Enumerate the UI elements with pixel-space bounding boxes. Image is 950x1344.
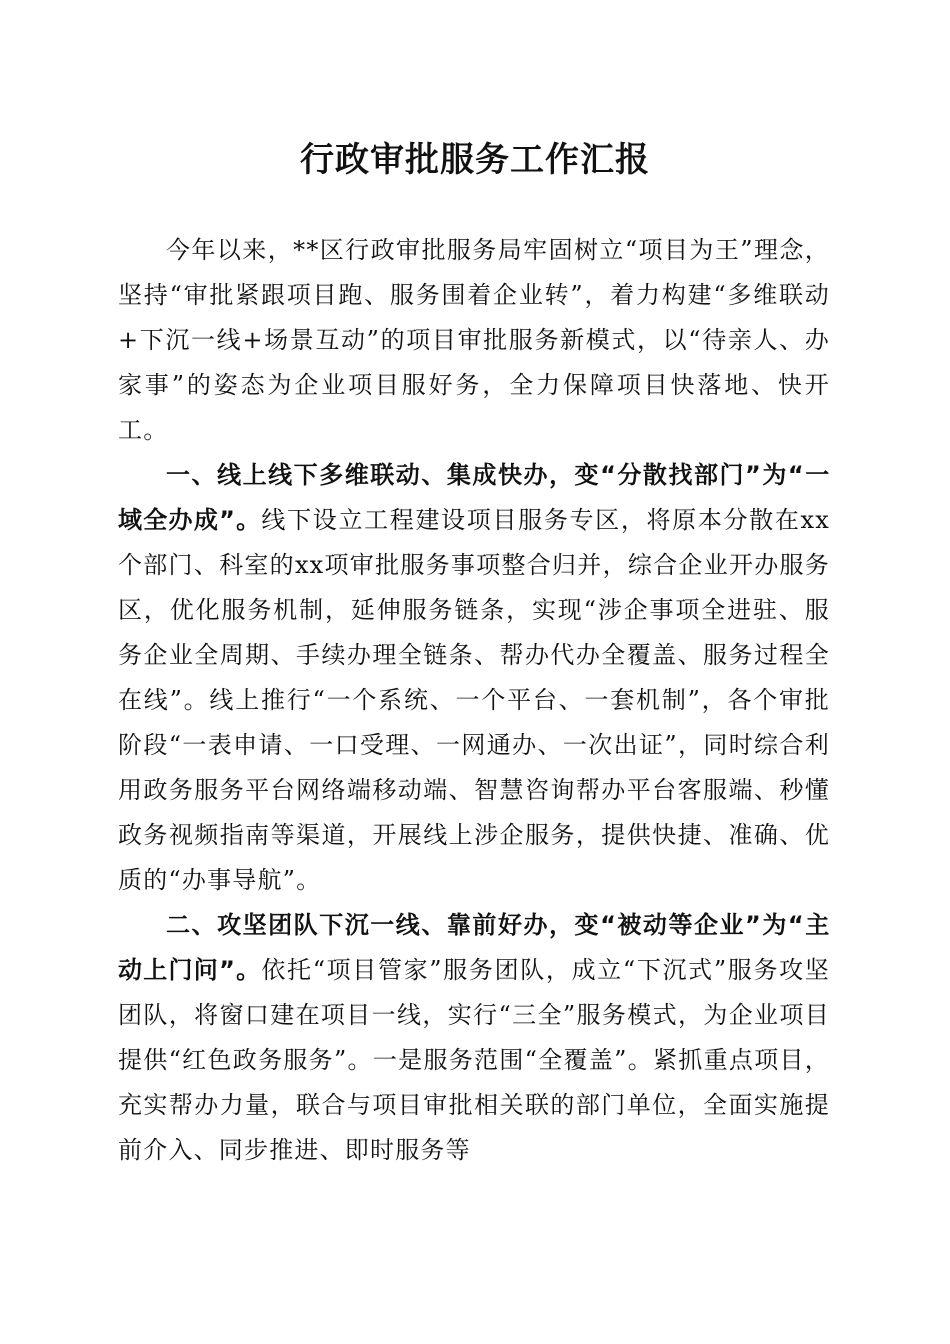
document-body	[118, 228, 830, 1173]
intro-paragraph: 今年以来，**区行政审批服务局牢固树立“项目为王”理念，坚持“审批紧跟项目跑、服务围着企业转”，着力构建“多维联动+下沉一线+场景互动”的项目审批服务新模式，以“待亲人、办家事”的姿态为企业项目服好务，全力保障项目快落地、快开工。	[118, 236, 830, 444]
section-2-heading: 二、攻坚团队下沉一线、靠前好办，变“被动等企业”为“主动上门问”。	[118, 911, 830, 984]
section-1-body: 线下设立工程建设项目服务专区，将原本分散在xx个部门、科室的xx项审批服务事项整合归并，综合企业开办服务区，优化服务机制，延伸服务链条，实现“涉企事项全进驻、服务企业全周期、手续办理全链条、帮办代办全覆盖、服务过程全在线”。线上推行“一个系统、一个平台、一套机制”，各个审批阶段“一表申请、一口受理、一网通办、一次出证”，同时综合利用政务服务平台网络端移动端、智慧咨询帮办平台客服端、秒懂政务视频指南等渠道，开展线上涉企服务，提供快捷、准确、优质的“办事导航”。	[118, 506, 831, 894]
section-1-paragraph	[118, 453, 830, 903]
section-2-paragraph	[118, 903, 830, 1173]
section-1-heading: 一、线上线下多维联动、集成快办，变“分散找部门”为“一域全办成”。	[118, 461, 830, 534]
document-title: 行政审批服务工作汇报	[300, 140, 650, 180]
section-2-body: 依托“项目管家”服务团队，成立“下沉式”服务攻坚团队，将窗口建在项目一线，实行“三全”服务模式，为企业项目提供“红色政务服务”。一是服务范围“全覆盖”。紧抓重点项目，充实帮办力量，联合与项目审批相关联的部门单位，全面实施提前介入、同步推进、即时服务等	[118, 956, 830, 1164]
